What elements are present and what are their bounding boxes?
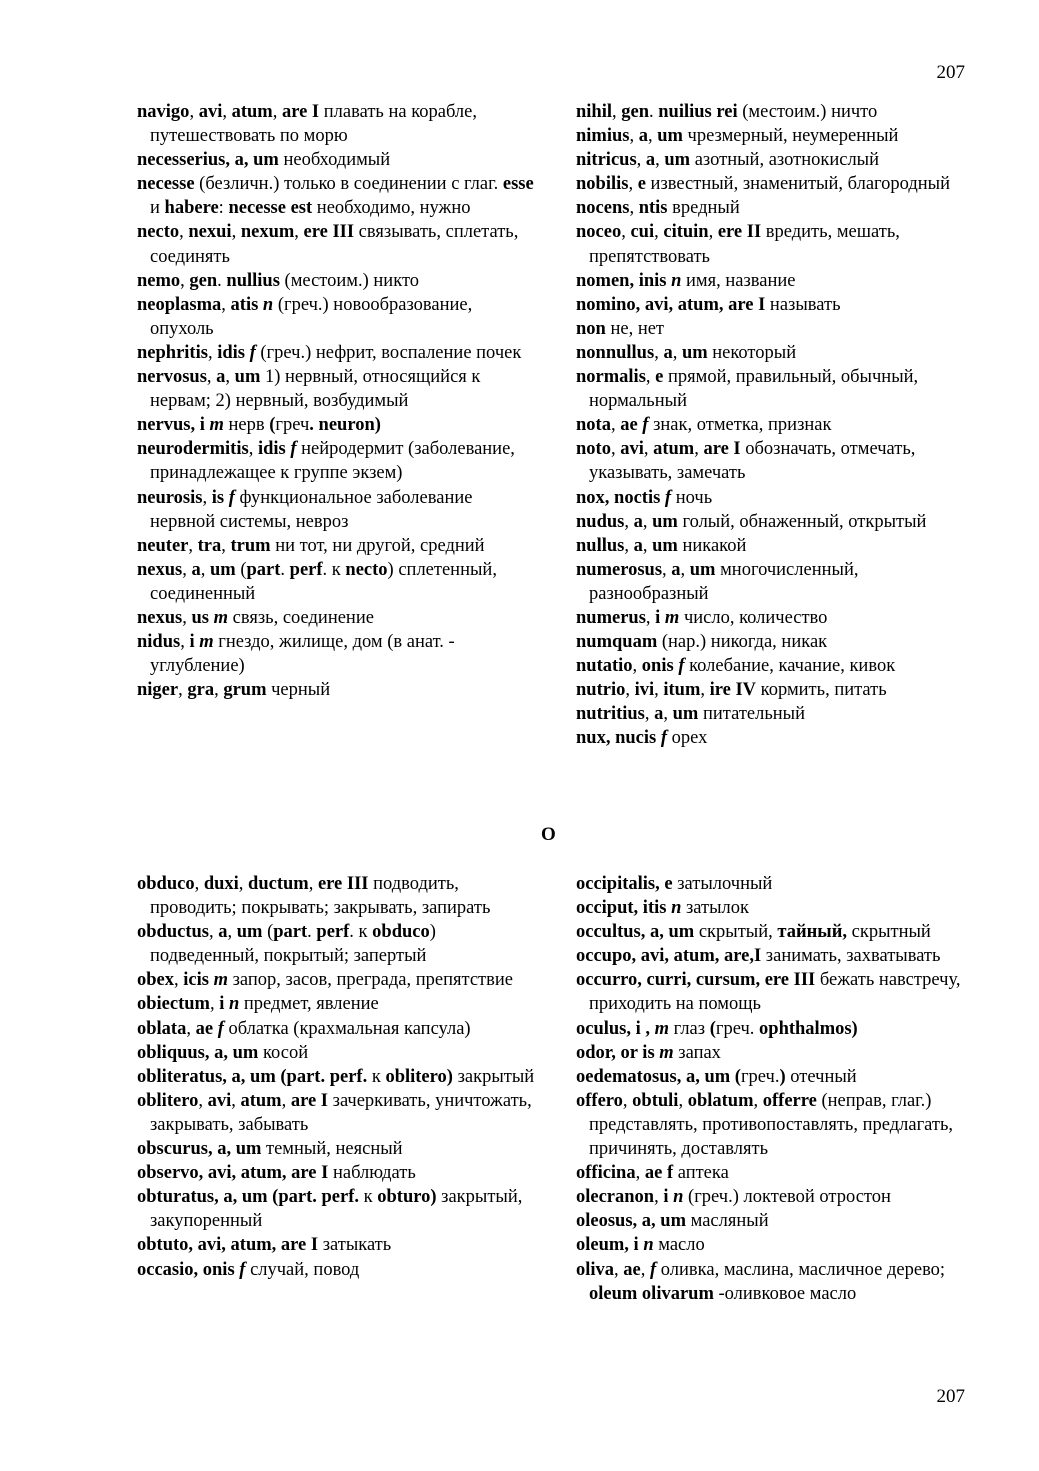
dictionary-entry: oedematosus, a, um (греч.) отечный — [576, 1066, 857, 1087]
dictionary-entry: obex, icis m запор, засов, преграда, препятствие — [137, 970, 513, 991]
dictionary-entry: nitricus, a, um азотный, азотнокислый — [576, 150, 880, 171]
dictionary-entry: odor, or is m запах — [576, 1042, 721, 1063]
column-right-upper — [576, 100, 976, 751]
dictionary-entry: numerosus, a, um многочисленный, разнообразный — [576, 559, 859, 604]
dictionary-entry: occiput, itis n затылок — [576, 898, 750, 919]
dictionary-entry: nonnullus, a, um некоторый — [576, 342, 797, 363]
dictionary-entry: oleosus, a, um масляный — [576, 1211, 769, 1232]
dictionary-entry: nudus, a, um голый, обнаженный, открытый — [576, 511, 927, 532]
dictionary-entry: nux, nucis f орех — [576, 728, 708, 749]
dictionary-entry: nocens, ntis вредный — [576, 198, 740, 219]
dictionary-entry: oculus, i , m глаз (греч. ophthalmos) — [576, 1018, 858, 1039]
dictionary-entry: nutrio, ivi, itum, ire IV кормить, питать — [576, 680, 887, 701]
dictionary-entry: noto, avi, atum, are I обозначать, отмечать, указывать, замечать — [576, 439, 916, 484]
dictionary-entry: occultus, a, um скрытый, тайный, скрытный — [576, 922, 931, 943]
dictionary-entry: non не, нет — [576, 318, 665, 339]
dictionary-entry: obiectum, i n предмет, явление — [137, 994, 379, 1015]
dictionary-entry: obscurus, a, um темный, неясный — [137, 1139, 403, 1160]
dictionary-entry: noceo, cui, cituin, ere II вредить, мешать, препятствовать — [576, 222, 900, 267]
dictionary-entry: oblitero, avi, atum, are I зачеркивать, уничтожать, закрывать, забывать — [137, 1090, 532, 1135]
dictionary-entry: offero, obtuli, oblatum, offerre (неправ, глаг.) представлять, противопоставлять, предлагать, причинять, доставлять — [576, 1090, 954, 1160]
section-letter: O — [541, 824, 556, 845]
dictionary-entry: nutatio, onis f колебание, качание, кивок — [576, 656, 896, 677]
dictionary-entry: nomino, avi, atum, are I называть — [576, 294, 841, 315]
dictionary-entry: nemo, gen. nullius (местоим.) никто — [137, 270, 420, 291]
dictionary-entry: nota, ae f знак, отметка, признак — [576, 415, 832, 436]
page-number-top: 207 — [936, 62, 965, 83]
dictionary-entry: neurosis, is f функциональное заболевание нервной системы, невроз — [137, 487, 473, 532]
page-number-bottom: 207 — [936, 1386, 965, 1407]
dictionary-entry: nullus, a, um никакой — [576, 535, 747, 556]
dictionary-entry: nutritius, a, um питательный — [576, 704, 806, 725]
column-right-lower — [576, 872, 976, 1306]
dictionary-entry: obtuto, avi, atum, are I затыкать — [137, 1235, 392, 1256]
column-left-lower — [137, 872, 537, 1282]
dictionary-entry: observo, avi, atum, are I наблюдать — [137, 1163, 416, 1184]
dictionary-entry: nobilis, e известный, знаменитый, благородный — [576, 174, 951, 195]
dictionary-entry: navigo, avi, atum, are I плавать на корабле, путешествовать по морю — [137, 102, 477, 147]
dictionary-entry: oblata, ae f облатка (крахмальная капсула) — [137, 1018, 471, 1039]
dictionary-entry: officina, ae f аптека — [576, 1163, 729, 1184]
dictionary-entry: oliva, ae, f оливка, маслина, масличное дерево; oleum olivarum -оливковое масло — [576, 1259, 946, 1304]
dictionary-entry: occupo, avi, atum, are,I занимать, захватывать — [576, 946, 941, 967]
dictionary-entry: occurro, curri, cursum, ere III бежать навстречу, приходить на помощь — [576, 970, 961, 1015]
dictionary-entry: oleum, i n масло — [576, 1235, 705, 1256]
dictionary-entry: obliquus, a, um косой — [137, 1042, 309, 1063]
dictionary-entry: nomen, inis n имя, название — [576, 270, 796, 291]
dictionary-entry: nidus, i m гнездо, жилище, дом (в анат. - углубление) — [137, 632, 455, 677]
dictionary-entry: niger, gra, grum черный — [137, 680, 331, 701]
dictionary-entry: olecranon, i n (греч.) локтевой отростон — [576, 1187, 891, 1208]
dictionary-entry: necesse (безличн.) только в соединении с глаг. esse и habere: necesse est необходимо, нужно — [137, 174, 534, 219]
dictionary-entry: nexus, a, um (part. perf. к necto) сплетенный, соединенный — [137, 559, 497, 604]
dictionary-entry: necesserius, a, um необходимый — [137, 150, 391, 171]
column-left-upper — [137, 100, 537, 702]
dictionary-entry: nihil, gen. nuilius rei (местоим.) ничто — [576, 102, 878, 122]
dictionary-entry: numquam (нар.) никогда, никак — [576, 632, 828, 653]
dictionary-entry: nimius, a, um чрезмерный, неумеренный — [576, 126, 899, 147]
dictionary-entry: neoplasma, atis n (греч.) новообразование, опухоль — [137, 294, 473, 339]
dictionary-entry: neurodermitis, idis f нейродермит (заболевание, принадлежащее к группе экзем) — [137, 439, 515, 484]
dictionary-entry: nephritis, idis f (греч.) нефрит, воспаление почек — [137, 342, 522, 363]
dictionary-entry: neuter, tra, trum ни тот, ни другой, средний — [137, 535, 485, 556]
dictionary-entry: normalis, e прямой, правильный, обычный, нормальный — [576, 367, 919, 412]
dictionary-entry: obductus, a, um (part. perf. к obduco) подведенный, покрытый; запертый — [137, 922, 436, 967]
dictionary-entry: nervosus, a, um 1) нервный, относящийся к нервам; 2) нервный, возбудимый — [137, 367, 481, 412]
dictionary-entry: occasio, onis f случай, повод — [137, 1259, 360, 1280]
dictionary-entry: numerus, i m число, количество — [576, 607, 828, 628]
dictionary-entry: obturatus, a, um (part. perf. к obturo) закрытый, закупоренный — [137, 1187, 523, 1232]
dictionary-entry: nox, noctis f ночь — [576, 487, 713, 508]
dictionary-entry: occipitalis, e затылочный — [576, 874, 773, 894]
dictionary-entry: nervus, i m нерв (греч. neuron) — [137, 415, 381, 436]
dictionary-entry: obliteratus, a, um (part. perf. к oblitero) закрытый — [137, 1066, 535, 1087]
dictionary-entry: obduco, duxi, ductum, ere III подводить, проводить; покрывать; закрывать, запирать — [137, 874, 491, 919]
dictionary-entry: necto, nexui, nexum, ere III связывать, сплетать, соединять — [137, 222, 519, 267]
dictionary-entry: nexus, us m связь, соединение — [137, 607, 374, 628]
